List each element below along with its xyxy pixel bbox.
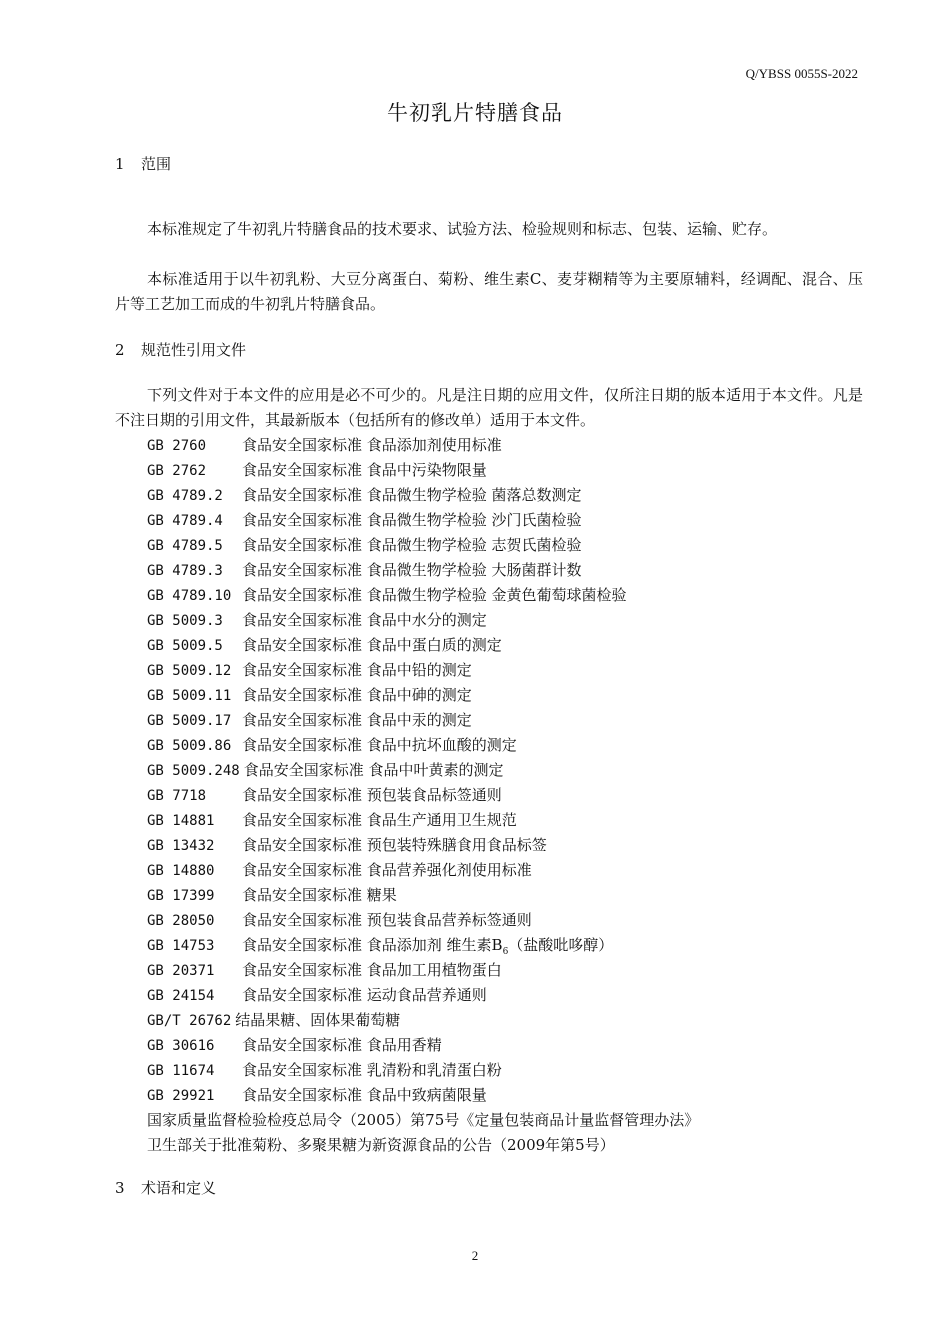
- section-number: 2: [115, 341, 125, 359]
- reference-item: [147, 533, 699, 558]
- reference-title: 食品安全国家标准 食品中抗坏血酸的测定: [242, 736, 517, 754]
- reference-code: GB 11674: [147, 1063, 215, 1079]
- reference-item: [147, 733, 699, 758]
- document-title: 牛初乳片特膳食品: [387, 101, 563, 125]
- section-heading-scope: [115, 153, 171, 174]
- reference-title: 食品安全国家标准 运动食品营养通则: [242, 986, 487, 1004]
- reference-code: GB 5009.12: [147, 663, 232, 679]
- reference-title: 结晶果糖、固体果葡萄糖: [235, 1011, 401, 1029]
- reference-item: [147, 908, 699, 933]
- reference-code: GB 14753: [147, 938, 215, 954]
- reference-code: GB 28050: [147, 913, 215, 929]
- reference-title: 食品安全国家标准 糖果: [242, 886, 397, 904]
- reference-title: 食品安全国家标准 食品中砷的测定: [242, 686, 472, 704]
- reference-item: [147, 1033, 699, 1058]
- reference-code: GB 4789.4: [147, 513, 223, 529]
- reference-code: GB 4789.10: [147, 588, 232, 604]
- reference-item: [147, 883, 699, 908]
- reference-code: GB 5009.86: [147, 738, 232, 754]
- reference-title: 食品安全国家标准 食品微生物学检验 沙门氏菌检验: [242, 511, 582, 529]
- reference-item: [147, 933, 699, 958]
- section-heading-normative-references: [115, 339, 246, 360]
- reference-item: [147, 658, 699, 683]
- reference-item: [147, 758, 699, 783]
- reference-title: 食品安全国家标准 食品营养强化剂使用标准: [242, 861, 532, 879]
- reference-item: [147, 483, 699, 508]
- reference-code: GB 20371: [147, 963, 215, 979]
- reference-code: GB 2760: [147, 438, 207, 454]
- reference-title: 食品安全国家标准 食品加工用植物蛋白: [242, 961, 502, 979]
- reference-item: [147, 983, 699, 1008]
- reference-title: 食品安全国家标准 食品中叶黄素的测定: [243, 761, 504, 779]
- reference-code: GB 29921: [147, 1088, 215, 1104]
- reference-title-suffix: （盐酸吡哆醇）: [508, 936, 614, 954]
- reference-item: [147, 683, 699, 708]
- reference-item: [147, 708, 699, 733]
- section-number: 3: [115, 1179, 125, 1197]
- reference-title: 食品安全国家标准 食品中汞的测定: [242, 711, 472, 729]
- reference-title: 食品安全国家标准 食品中铅的测定: [242, 661, 472, 679]
- reference-code: GB 5009.11: [147, 688, 232, 704]
- reference-item: [147, 833, 699, 858]
- reference-code: GB 13432: [147, 838, 215, 854]
- reference-item: [147, 858, 699, 883]
- section-title: 规范性引用文件: [141, 341, 247, 359]
- reference-item: [147, 633, 699, 658]
- section-title: 术语和定义: [141, 1179, 217, 1197]
- reference-code: GB 30616: [147, 1038, 215, 1054]
- reference-title: 食品安全国家标准 食品中水分的测定: [242, 611, 487, 629]
- reference-title: 食品安全国家标准 乳清粉和乳清蛋白粉: [242, 1061, 502, 1079]
- reference-subscript: 6: [502, 947, 509, 957]
- reference-item: [147, 783, 699, 808]
- reference-code: GB 4789.2: [147, 488, 223, 504]
- reference-item: [147, 808, 699, 833]
- reference-item: [147, 608, 699, 633]
- section-title: 范围: [141, 155, 172, 173]
- references-intro-paragraph: 下列文件对于本文件的应用是必不可少的。凡是注日期的应用文件，仅所注日期的版本适用于本文件。凡是不注日期的引用文件，其最新版本（包括所有的修改单）适用于本文件。: [115, 386, 863, 429]
- reference-item: [147, 558, 699, 583]
- reference-title: 食品安全国家标准 食品微生物学检验 菌落总数测定: [242, 486, 582, 504]
- reference-item: [147, 1008, 699, 1033]
- reference-code: GB 5009.3: [147, 613, 223, 629]
- reference-code: GB 5009.248: [147, 763, 240, 779]
- section-number: 1: [115, 155, 125, 173]
- reference-title: 食品安全国家标准 食品生产通用卫生规范: [242, 811, 517, 829]
- reference-item: [147, 508, 699, 533]
- reference-title: 食品安全国家标准 预包装特殊膳食用食品标签: [242, 836, 547, 854]
- reference-item: [147, 958, 699, 983]
- reference-list: [147, 433, 699, 1158]
- reference-title: 食品安全国家标准 食品微生物学检验 金黄色葡萄球菌检验: [242, 586, 627, 604]
- reference-code: GB 17399: [147, 888, 215, 904]
- page-number: 2: [471, 1248, 479, 1263]
- reference-code: GB 2762: [147, 463, 207, 479]
- standard-code: Q/YBSS 0055S-2022: [745, 66, 858, 81]
- reference-title: 食品安全国家标准 预包装食品营养标签通则: [242, 911, 532, 929]
- reference-item: [147, 458, 699, 483]
- reference-title: 食品安全国家标准 食品中致病菌限量: [242, 1086, 487, 1104]
- reference-code: GB 14880: [147, 863, 215, 879]
- reference-title: 食品安全国家标准 食品添加剂 维生素B: [242, 936, 503, 954]
- other-reference-item: 国家质量监督检验检疫总局令（2005）第75号《定量包装商品计量监督管理办法》: [147, 1111, 700, 1129]
- reference-title: 食品安全国家标准 食品微生物学检验 志贺氏菌检验: [242, 536, 582, 554]
- reference-code: GB 5009.17: [147, 713, 232, 729]
- reference-title: 食品安全国家标准 食品添加剂使用标准: [242, 436, 502, 454]
- other-reference-item: 卫生部关于批准菊粉、多聚果糖为新资源食品的公告（2009年第5号）: [147, 1136, 615, 1154]
- reference-code: GB/T 26762: [147, 1013, 232, 1029]
- reference-item: [147, 583, 699, 608]
- reference-code: GB 5009.5: [147, 638, 223, 654]
- reference-item: [147, 1083, 699, 1108]
- reference-title: 食品安全国家标准 食品中污染物限量: [242, 461, 487, 479]
- reference-item: [147, 1058, 699, 1083]
- scope-paragraph-1: 本标准规定了牛初乳片特膳食品的技术要求、试验方法、检验规则和标志、包装、运输、贮存。: [147, 220, 778, 238]
- reference-title: 食品安全国家标准 食品微生物学检验 大肠菌群计数: [242, 561, 582, 579]
- reference-code: GB 4789.3: [147, 563, 223, 579]
- reference-title: 食品安全国家标准 预包装食品标签通则: [242, 786, 502, 804]
- section-heading-terms: [115, 1177, 216, 1198]
- reference-code: GB 24154: [147, 988, 215, 1004]
- reference-item: [147, 433, 699, 458]
- reference-code: GB 14881: [147, 813, 215, 829]
- reference-code: GB 4789.5: [147, 538, 223, 554]
- reference-code: GB 7718: [147, 788, 207, 804]
- scope-paragraph-2: 本标准适用于以牛初乳粉、大豆分离蛋白、菊粉、维生素C、麦芽糊精等为主要原辅料，经调配、混合、压片等工艺加工而成的牛初乳片特膳食品。: [115, 270, 863, 313]
- reference-title: 食品安全国家标准 食品用香精: [242, 1036, 442, 1054]
- reference-title: 食品安全国家标准 食品中蛋白质的测定: [242, 636, 502, 654]
